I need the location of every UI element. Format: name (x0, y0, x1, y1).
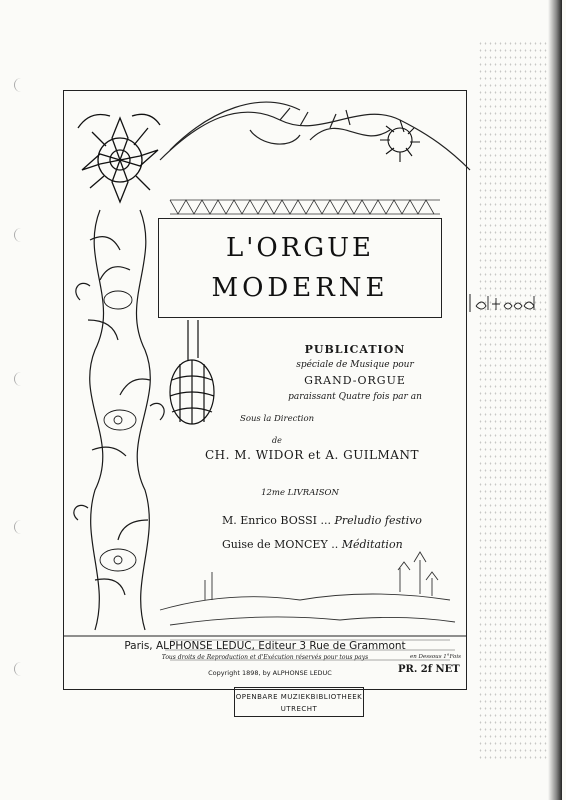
piece-title: Méditation (341, 538, 403, 551)
title-line-1: L'ORGUE (226, 233, 374, 263)
publication-description: spéciale de Musique pour (296, 360, 414, 370)
editors-text: CH. M. WIDOR et A. GUILMANT (205, 448, 419, 462)
handwritten-note (466, 292, 546, 314)
piece-title: Preludio festivo (334, 514, 422, 527)
publisher-line: Paris, ALPHONSE LEDUC, Editeur 3 Rue de Grammont (124, 640, 406, 652)
separator: .. (331, 538, 339, 551)
composer-name: M. Enrico BOSSI (222, 514, 317, 527)
cover-frame (63, 90, 467, 690)
instrument-label: GRAND-ORGUE (304, 374, 406, 387)
plate-mark: en Dessous 1°Fois (410, 654, 461, 660)
rights-line: Tous droits de Reproduction et d'Exécution réservés pour tous pays (161, 654, 369, 661)
contents-item-2 (222, 538, 403, 551)
title-box (158, 218, 442, 318)
composer-name: Guise de MONCEY (222, 538, 328, 551)
de-text: de (272, 436, 282, 445)
direction-text: Sous la Direction (240, 414, 315, 424)
copyright-line: Copyright 1898, by ALPHONSE LEDUC (208, 669, 332, 677)
library-city: UTRECHT (280, 705, 318, 713)
separator: ... (320, 514, 331, 527)
price-label: PR. 2f NET (398, 664, 460, 675)
frequency-text: paraissant Quatre fois par an (288, 392, 422, 402)
issue-number: 12me LIVRAISON (261, 488, 339, 498)
title-line-2: MODERNE (211, 273, 389, 303)
contents-item-1 (222, 514, 422, 527)
library-name: OPENBARE MUZIEKBIBLIOTHEEK (235, 693, 363, 701)
publication-label: PUBLICATION (304, 343, 406, 356)
library-stamp (234, 687, 364, 717)
